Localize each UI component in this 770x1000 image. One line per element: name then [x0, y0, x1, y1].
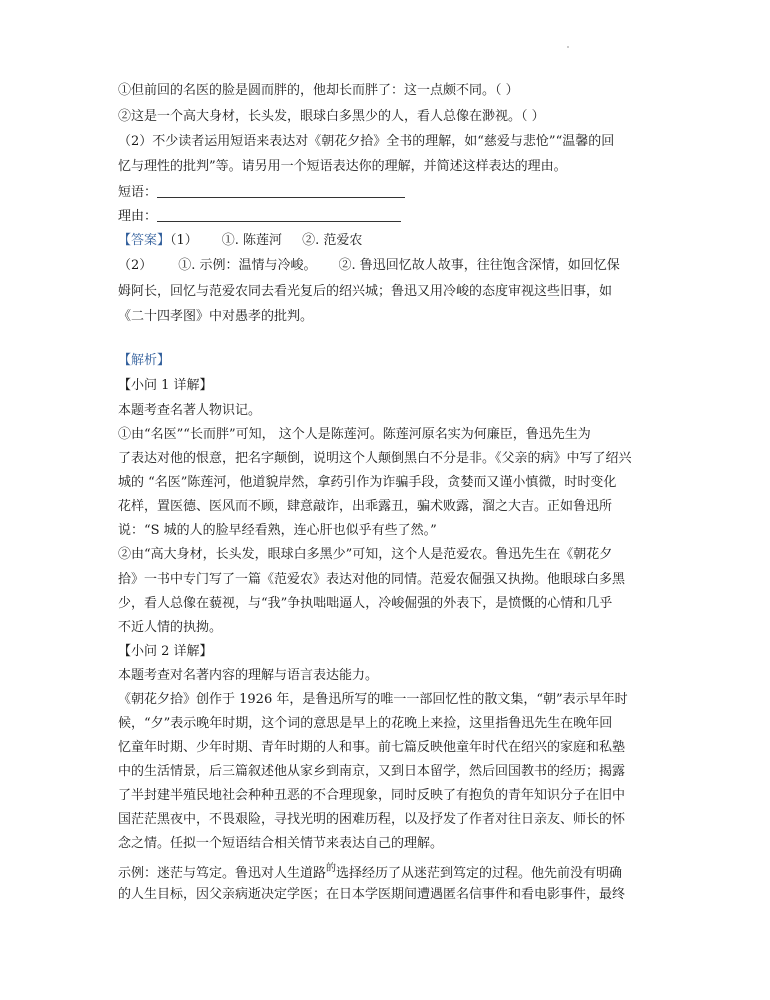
reason-blank	[157, 207, 401, 222]
analysis-line: 本题考查名著人物识记。	[118, 403, 262, 418]
page-speck	[567, 46, 569, 48]
question-item-2: ②这是一个高大身材，长头发，眼球白多黑少的人，看人总像在渺视。（ ）	[118, 109, 545, 124]
subq2-heading: 【小问 2 详解】	[118, 644, 213, 659]
question-item-1: ①但前回的名医的脸是圆而胖的，他却长而胖了：这一点颇不同。（ ）	[118, 83, 519, 98]
analysis-line: 念之情。任拟一个短语结合相关情节来表达自己的理解。	[118, 836, 444, 851]
reason-label: 理由：	[118, 209, 158, 224]
analysis-line: 花样，置医德、医风而不顾，肆意敲诈，出乖露丑，骗术败露，溜之大吉。正如鲁迅所	[118, 499, 613, 514]
analysis-line: 了半封建半殖民地社会种种丑恶的不合理现象，同时反映了有抱负的青年知识分子在旧中	[118, 788, 626, 803]
analysis-line: 少，看人总像在藐视，与“我”争执咄咄逼人，冷峻倔强的外表下，是愤慨的心情和几乎	[118, 596, 613, 611]
analysis-line: 忆童年时期、少年时期、青年时期的人和事。前七篇反映他童年时代在绍兴的家庭和私塾	[118, 740, 626, 755]
analysis-line: 本题考查对名著内容的理解与语言表达能力。	[118, 668, 379, 683]
analysis-line: 说：“S 城的人的脸早经看熟，连心肝也似乎有些了然。”	[118, 523, 437, 538]
question-2-prompt-a: （2）不少读者运用短语来表达对《朝花夕拾》全书的理解，如“慈爱与悲怆”“温馨的回	[118, 134, 615, 149]
answer-line-2: （2） ①. 示例：温情与冷峻。 ②. 鲁迅回忆故人故事，往往饱含深情，如回忆保	[118, 258, 620, 273]
analysis-line: 候，“夕”表示晚年时期，这个词的意思是早上的花晚上来捡，这里指鲁迅先生在晚年回	[118, 716, 613, 731]
analysis-line: 拾》一书中专门写了一篇《范爱农》表达对他的同情。范爱农倔强又执拗。他眼球白多黑	[118, 572, 626, 587]
example-line: 的人生目标，因父亲病逝决定学医；在日本学医期间遭遇匿名信事件和看电影事件，最终	[118, 887, 626, 902]
example-line: 示例：迷茫与笃定。鲁迅对人生道路$^的$选择经历了从迷茫到笃定的过程。他先前没有明确	[118, 863, 623, 881]
reason-answer-line	[118, 207, 658, 227]
phrase-answer-line	[118, 183, 658, 203]
answer-line-4: 《二十四孝图》中对愚孝的批判。	[118, 309, 314, 324]
answer-line-3: 姆阿长，回忆与范爱农同去看光复后的绍兴城；鲁迅又用冷峻的态度审视这些旧事，如	[118, 284, 613, 299]
analysis-line: 城的 “名医”陈莲河，他道貌岸然，拿药引作为诈骗手段，贪婪而又谨小慎微，时时变化	[118, 475, 617, 490]
analysis-line: ②由“高大身材，长头发，眼球白多黑少”可知，这个人是范爱农。鲁迅先生在《朝花夕	[118, 547, 613, 562]
analysis-line: ①由“名医”“长而胖”可知， 这个人是陈莲河。陈莲河原名实为何廉臣，鲁迅先生为	[118, 427, 591, 442]
analysis-line: 《朝花夕拾》创作于 1926 年，是鲁迅所写的唯一一部回忆性的散文集，“朝”表示早年时	[118, 692, 628, 707]
analysis-tag: 【解析】	[118, 353, 171, 368]
analysis-line: 不近人情的执拗。	[118, 620, 223, 635]
phrase-blank	[157, 183, 405, 198]
analysis-line: 中的生活情景，后三篇叙述他从家乡到南京，又到日本留学，然后回国教书的经历；揭露	[118, 764, 626, 779]
question-2-prompt-b: 忆与理性的批判”等。请另用一个短语表达你的理解，并简述这样表达的理由。	[118, 159, 567, 174]
phrase-label: 短语：	[118, 185, 158, 200]
answer-line-1: 【答案】（1） ①. 陈莲河 ②. 范爱农	[118, 233, 363, 248]
analysis-line: 国茫茫黑夜中，不畏艰险，寻找光明的困难历程，以及抒发了作者对往日亲友、师长的怀	[118, 812, 626, 827]
answer-tag: 【答案】	[118, 233, 171, 248]
subq1-heading: 【小问 1 详解】	[118, 378, 213, 393]
analysis-line: 了表达对他的恨意，把名字颠倒，说明这个人颠倒黑白不分是非。《父亲的病》中写了绍兴	[118, 451, 632, 466]
